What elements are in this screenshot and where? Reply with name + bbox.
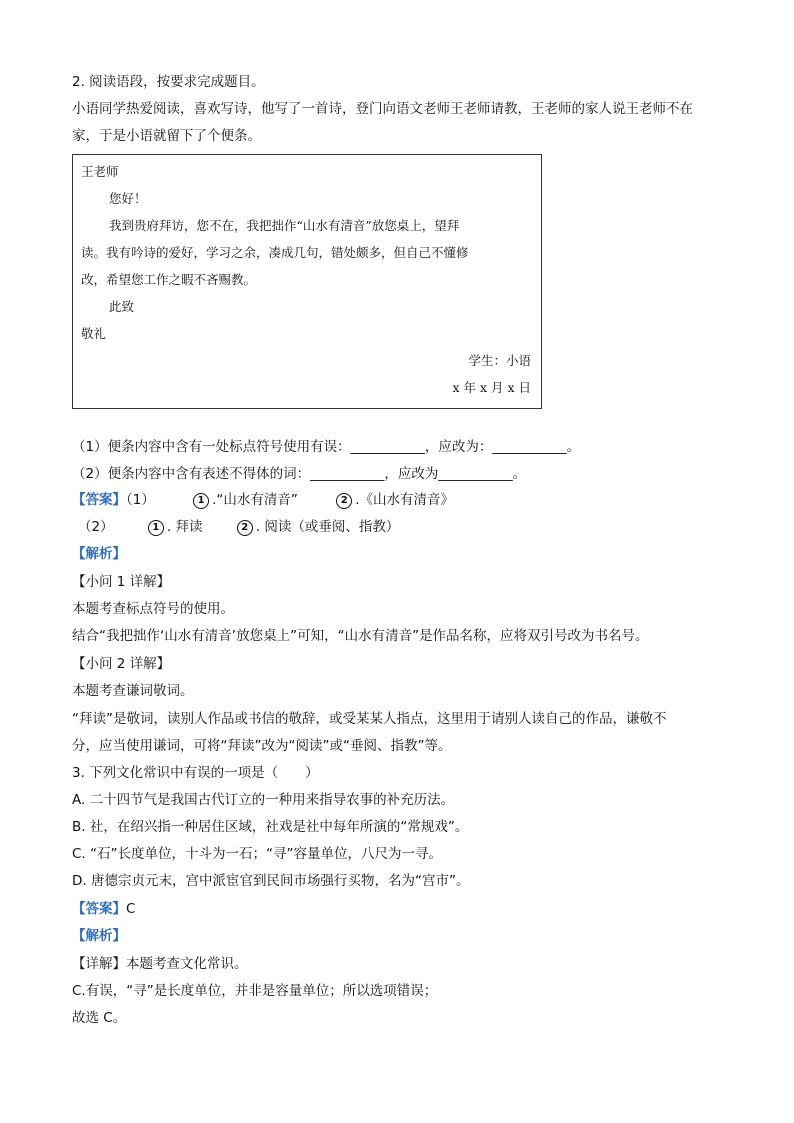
sub2-detail-line2: “拜读”是敬词，读别人作品或书信的敬辞，或受某某人指点，这里用于请别人读自己的作品，谦敬不 [72,711,667,727]
answer-value: C [126,901,136,917]
q3-option-d: D. 唐德宗贞元末，宫中派宦官到民间市场强行买物，名为“宫市”。 [72,873,470,889]
q2-title: 2. 阅读语段，按要求完成题目。 [72,74,265,90]
note-signature: 学生：小语 [468,353,531,368]
q2-intro-line1: 小语同学热爱阅读，喜欢写诗，他写了一首诗，登门向语文老师王老师请教，王老师的家人说王老师不在 [72,101,693,117]
sub1-detail-line2: 结合“我把拙作‘山水有清音’放您桌上”可知，“山水有清音”是作品名称，应将双引号改为书名号。 [72,628,649,644]
note-closing2: 敬礼 [81,326,107,341]
circled-number: 2 [336,493,352,509]
answer-part2: （2） [78,519,114,535]
answer-part1: （1） [126,492,155,508]
q3-title: 3. 下列文化常识中有误的一项是（ ） [72,765,319,781]
explanation-line2: 故选 C。 [72,1010,127,1026]
answer-item: . 拜读 [166,519,203,535]
note-body-line3: 改，希望您工作之暇不吝赐教。 [81,272,257,287]
answer-item: . 阅读（或垂阅、指教） [255,519,400,535]
note-greeting: 您好！ [109,191,147,206]
analysis-label: 【解析】 [72,546,126,562]
detail-line [72,955,248,973]
answer-label: 【答案】 [72,492,126,508]
note-salutation: 王老师 [81,164,119,179]
sub2-detail-line3: 分，应当使用谦词，可将“拜读”改为“阅读”或“垂阅、指教”等。 [72,738,452,754]
answer-item: .《山水有清音》 [355,492,455,508]
note-box [72,154,542,409]
sub-question-2: （2）便条内容中含有表述不得体的词：___________，应改为___________。 [72,466,527,482]
note-date: x 年 x 月 x 日 [452,380,531,395]
note-body-line1: 我到贵府拜访，您不在，我把拙作“山水有清音”放您桌上，望拜 [109,218,460,233]
analysis2-label: 【解析】 [72,928,126,944]
sub-question-1: （1）便条内容中含有一处标点符号使用有误：___________，应改为：___________。 [72,439,581,455]
answer1-line1 [72,491,454,509]
explanation-line1: C.有误，“寻”是长度单位，并非是容量单位；所以选项错误； [72,983,438,999]
sub2-detail-title: 【小问 2 详解】 [72,656,171,672]
answer2-line [72,900,135,918]
note-body-line2: 读。我有吟诗的爱好，学习之余，凑成几句，错处颇多，但自己不懂修 [81,245,469,260]
circled-number: 1 [148,520,164,536]
answer-label: 【答案】 [72,901,126,917]
sub1-detail-line1: 本题考查标点符号的使用。 [72,601,234,617]
sub2-detail-line1: 本题考查谦词敬词。 [72,683,194,699]
sub1-detail-title: 【小问 1 详解】 [72,574,171,590]
q3-option-b: B. 社，在绍兴指一种居住区域，社戏是社中每年所演的“常规戏”。 [72,819,469,835]
q3-option-a: A. 二十四节气是我国古代订立的一种用来指导农事的补充历法。 [72,792,455,808]
answer-item: .“山水有清音” [212,492,298,508]
note-closing1: 此致 [109,299,135,314]
detail-label: 【详解】 [72,956,126,972]
q2-intro-line2: 家，于是小语就留下了个便条。 [72,128,261,144]
answer1-line2 [78,518,399,536]
q3-option-c: C. “石”长度单位，十斗为一石；“寻”容量单位，八尺为一寻。 [72,846,442,862]
detail-text: 本题考查文化常识。 [126,956,248,972]
circled-number: 1 [193,493,209,509]
circled-number: 2 [237,520,253,536]
